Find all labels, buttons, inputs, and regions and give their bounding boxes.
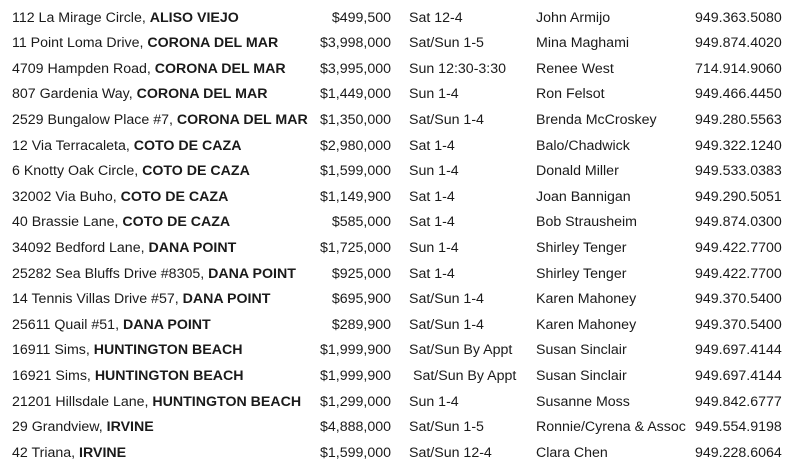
listing-address [12,441,126,467]
street: 112 La Mirage Circle, [12,9,150,26]
city: CORONA DEL MAR [176,111,308,128]
listing-address [12,313,211,339]
listing-price: $2,980,000 [319,137,391,154]
agent-phone: 949.370.5400 [695,291,782,308]
listing-address [12,210,230,236]
agent-phone: 949.228.6064 [695,444,782,461]
listing-row [0,236,800,262]
city: HUNTINGTON BEACH [94,367,244,384]
open-house-time: Sat 1-4 [409,188,455,205]
listing-row [0,82,800,108]
agent-phone: 949.466.4450 [695,86,782,103]
street: 42 Triana, [12,444,80,461]
street: 21201 Hillsdale Lane, [12,393,153,410]
listing-row [0,313,800,339]
listing-price: $1,599,000 [319,163,391,180]
agent-phone: 949.533.0383 [695,163,782,180]
open-house-time: Sat/Sun 1-4 [409,316,484,333]
listing-row [0,210,800,236]
listing-row [0,390,800,416]
listing-row [0,134,800,160]
listing-address [12,262,296,288]
agent-name: Brenda McCroskey [536,111,657,128]
street: 29 Grandview, [12,419,107,436]
agent-name: Joan Bannigan [536,188,631,205]
listing-row [0,262,800,288]
open-house-time: Sat/Sun 1-4 [409,111,484,128]
listing-address [12,82,267,108]
listing-row [0,57,800,83]
open-house-time: Sat/Sun 12-4 [409,444,492,461]
open-house-time: Sat 12-4 [409,9,463,26]
listing-price: $1,149,900 [319,188,391,205]
street: 16911 Sims, [12,342,94,359]
agent-name: Shirley Tenger [536,265,627,282]
listing-price: $1,299,000 [319,393,391,410]
listing-row [0,31,800,57]
open-house-time: Sat 1-4 [409,214,455,231]
open-house-time: Sun 1-4 [409,393,459,410]
listing-address [12,338,242,364]
street: 40 Brassie Lane, [12,214,123,231]
listing-address [12,390,301,416]
listing-row [0,6,800,32]
listing-address [12,6,239,32]
street: 25611 Quail #51, [12,316,123,333]
agent-phone: 949.290.5051 [695,188,782,205]
city: ALISO VIEJO [149,9,239,26]
agent-name: Ron Felsot [536,86,605,103]
listing-row [0,441,800,467]
street: 34092 Bedford Lane, [12,239,149,256]
agent-name: Bob Strausheim [536,214,637,231]
agent-phone: 949.874.0300 [695,214,782,231]
open-house-time: Sun 1-4 [409,86,459,103]
listing-address [12,236,236,262]
open-house-time: Sat/Sun 1-5 [409,35,484,52]
listing-address [12,159,250,185]
agent-name: Susanne Moss [536,393,630,410]
city: DANA POINT [122,316,211,333]
open-house-time: Sun 1-4 [409,239,459,256]
agent-phone: 949.697.4144 [695,367,782,384]
listing-price: $1,449,000 [319,86,391,103]
agent-name: Shirley Tenger [536,239,627,256]
agent-name: Karen Mahoney [536,316,637,333]
street: 6 Knotty Oak Circle, [12,163,143,180]
listing-price: $1,725,000 [319,239,391,256]
open-house-time: Sat/Sun 1-5 [409,419,484,436]
street: 2529 Bungalow Place #7, [12,111,177,128]
city: IRVINE [79,444,127,461]
listing-address [12,134,241,160]
agent-phone: 949.842.6777 [695,393,782,410]
listing-price: $1,599,000 [319,444,391,461]
agent-name: Renee West [536,60,614,77]
listing-price: $1,999,900 [319,367,391,384]
open-house-time: Sat/Sun 1-4 [409,291,484,308]
agent-name: Donald Miller [536,163,619,180]
city: COTO DE CAZA [133,137,242,154]
city: CORONA DEL MAR [147,35,279,52]
agent-phone: 949.280.5563 [695,111,782,128]
listing-address [12,108,308,134]
city: COTO DE CAZA [122,214,231,231]
listing-row [0,415,800,441]
city: CORONA DEL MAR [154,60,286,77]
agent-name: Mina Maghami [536,35,630,52]
listing-row [0,364,800,390]
agent-name: Ronnie/Cyrena & Assoc [536,419,686,436]
agent-phone: 949.422.7700 [695,265,782,282]
agent-name: Clara Chen [536,444,608,461]
city: COTO DE CAZA [142,163,250,180]
open-house-time: Sun 12:30-3:30 [409,60,507,77]
agent-phone: 949.322.1240 [695,137,782,154]
listing-price: $289,900 [331,316,391,333]
city: DANA POINT [148,239,237,256]
city: COTO DE CAZA [120,188,229,205]
city: CORONA DEL MAR [136,86,268,103]
agent-name: Balo/Chadwick [536,137,630,154]
listing-address [12,185,228,211]
listing-price: $1,350,000 [319,111,391,128]
street: 25282 Sea Bluffs Drive #8305, [12,265,209,282]
agent-name: Karen Mahoney [536,291,637,308]
agent-phone: 949.370.5400 [695,316,782,333]
listing-price: $695,900 [331,291,391,308]
street: 4709 Hampden Road, [12,60,155,77]
city: DANA POINT [208,265,296,282]
listing-address [12,57,286,83]
city: IRVINE [106,419,154,436]
agent-phone: 949.874.4020 [695,35,782,52]
street: 14 Tennis Villas Drive #57, [12,291,183,308]
street: 32002 Via Buho, [12,188,121,205]
agent-phone: 949.554.9198 [695,419,782,436]
listing-price: $4,888,000 [319,419,391,436]
agent-name: Susan Sinclair [536,342,627,359]
listing-price: $1,999,900 [319,342,391,359]
agent-phone: 949.422.7700 [695,239,782,256]
city: DANA POINT [182,291,271,308]
agent-name: John Armijo [536,9,611,26]
agent-name: Susan Sinclair [536,367,627,384]
city: HUNTINGTON BEACH [93,342,243,359]
open-house-time: Sat 1-4 [409,137,455,154]
listing-row [0,338,800,364]
listing-address [12,31,278,57]
street: 12 Via Terracaleta, [12,137,134,154]
listing-row [0,287,800,313]
agent-phone: 714.914.9060 [695,60,782,77]
listing-address [12,415,154,441]
agent-phone: 949.697.4144 [695,342,782,359]
city: HUNTINGTON BEACH [152,393,302,410]
listing-price: $3,998,000 [319,35,391,52]
listing-address [12,364,244,390]
listing-price: $499,500 [331,9,391,26]
listing-row [0,159,800,185]
open-house-time: Sat/Sun By Appt [413,367,517,384]
listing-address [12,287,270,313]
open-house-time: Sat 1-4 [409,265,455,282]
street: 16921 Sims, [12,367,95,384]
listing-row [0,185,800,211]
open-house-time: Sat/Sun By Appt [409,342,513,359]
listing-row [0,108,800,134]
street: 11 Point Loma Drive, [12,35,148,52]
listing-price: $585,000 [331,214,391,231]
listing-price: $925,000 [331,265,391,282]
street: 807 Gardenia Way, [12,86,137,103]
agent-phone: 949.363.5080 [695,9,782,26]
listing-price: $3,995,000 [319,60,391,77]
open-house-time: Sun 1-4 [409,163,459,180]
